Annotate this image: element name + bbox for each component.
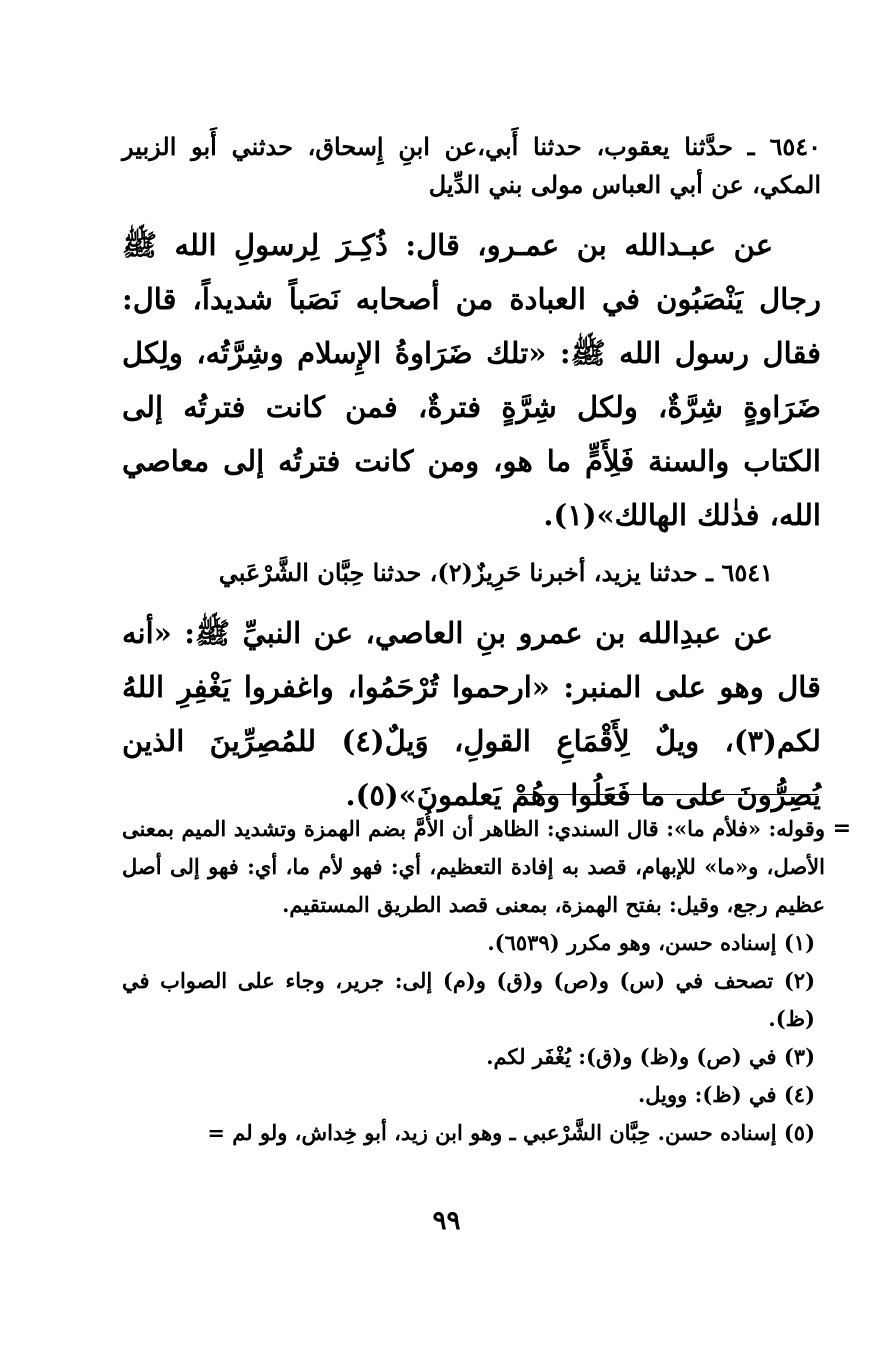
footnote-4: (٤) في (ظ): وويل.: [637, 1082, 815, 1107]
main-text: [122, 128, 821, 822]
hadith-6540-isnad: ٦٥٤٠ ـ حدَّثنا يعقوب، حدثنا أَبي،عن ابنِ إِسحاق، حدثني أَبو الزبير المكي، عن أبي العباس مولى بني الدِّيل: [122, 132, 821, 199]
footnote-3: (٣) في (ص) و(ظ) و(ق): يُغْفَر لكم.: [486, 1044, 815, 1069]
footnotes: [122, 810, 835, 1152]
hadith-6540-matn: عن عبـدالله بن عمـرو، قال: ذُكِـرَ لِرسولِ الله ﷺ رجال يَنْصَبُون في العبادة من أصحابه نَصَباً شديداً، قال: فقال رسول الله ﷺ: «تلك ضَرَاوةُ الإِسلام وشِرَّتُه، ولِكل ضَرَاوةٍ شِرَّةٌ، ولكل شِرَّةٍ فترةٌ، فمن كانت فترتُه إلى الكتاب والسنة فَلِأَمٍّ ما هو، ومن كانت فترتُه إلى معاصي الله، فذٰلك الهالك»(١).: [122, 228, 821, 532]
footnote-2: (٢) تصحف في (س) و(ص) و(ق) و(م) إلى: جرير، وجاء على الصواب في (ظ).: [122, 968, 815, 1031]
footnote-continuation: وقوله: «فلأم ما»: قال السندي: الظاهر أن الأُمَّ بضم الهمزة وتشديد الميم بمعنى الأصل، و«ما» للإبهام، قصد به إفادة التعظيم، أي: فهو لأم ما، أي: فهو إلى أصل عظيم رجع، وقيل: بفتح الهمزة، بمعنى قصد الطريق المستقيم.: [122, 816, 825, 917]
footnote-5: (٥) إسناده حسن. حِبَّان الشَّرْعبي ـ وهو ابن زيد، أبو خِداش، ولو لم =: [207, 1120, 815, 1145]
footnote-separator: [518, 794, 818, 795]
page-number: ٩٩: [432, 1206, 461, 1236]
continuation-marker: =: [832, 816, 851, 841]
hadith-6541-matn: عن عبدِالله بن عمرو بنِ العاصي، عن النبيِّ ﷺ: «أنه قال وهو على المنبر: «ارحموا تُرْحَمُوا، واغفروا يَغْفِرِ اللهُ لكم(٣)، ويلٌ لِأَقْمَاعِ القولِ، وَيلٌ(٤) للمُصِرِّينَ الذين يُصِرُّونَ على ما فَعَلُوا وهُمْ يَعلمونَ»(٥).: [122, 616, 821, 812]
footnote-1: (١) إسناده حسن، وهو مكرر (٦٥٣٩).: [487, 930, 815, 955]
hadith-6541-isnad: ٦٥٤١ ـ حدثنا يزيد، أخبرنا حَرِيزٌ(٢)، حدثنا حِبَّان الشَّرْعَبي: [218, 558, 773, 587]
